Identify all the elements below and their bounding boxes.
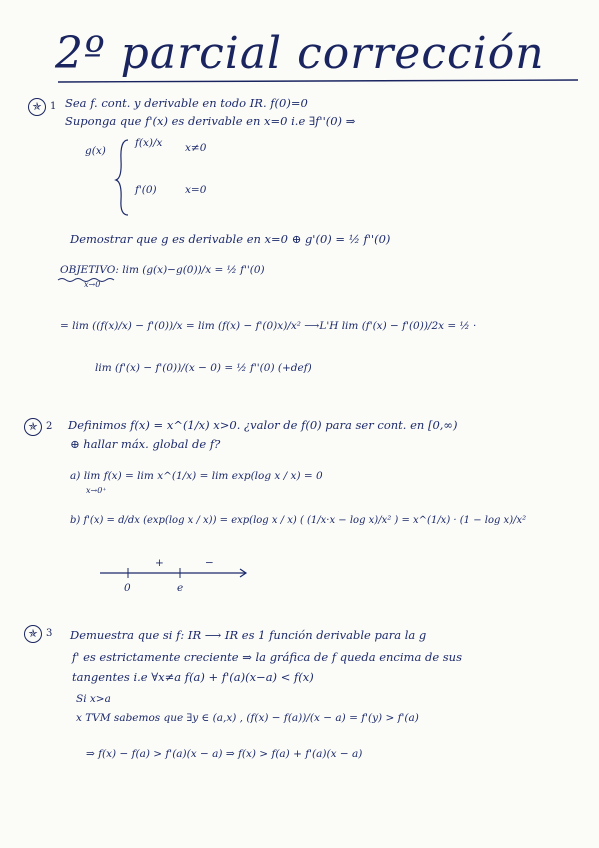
sign-label-e: e (177, 582, 184, 594)
ex2-line2: ⊕ hallar máx. global de f? (70, 437, 221, 451)
ex3-line4: Si x>a (76, 693, 111, 705)
ex3-line5: x TVM sabemos que ∃y ∈ (a,x) , (f(x) − f(a))/(x − a) = f'(y) > f'(a) (76, 712, 419, 724)
ex1-line1: Sea f. cont. y derivable en todo IR. f(0)=0 (65, 96, 308, 110)
exercise-2-number: 2 (46, 421, 53, 432)
exercise-1-star-icon: ✯ (28, 98, 46, 116)
ex1-step2: lim (f'(x) − f'(0))/(x − 0) = ½ f''(0) (+def) (95, 362, 312, 374)
ex1-case1-cond: x≠0 (185, 142, 207, 154)
ex1-objective: OBJETIVO: lim (g(x)−g(0))/x = ½ f''(0) (60, 264, 265, 276)
ex1-step1: = lim ((f(x)/x) − f'(0))/x = lim (f(x) − f'(0)x)/x² ⟶L'H lim (f'(x) − f'(0))/2x = ½ · (60, 320, 477, 332)
ex1-g-label: g(x) (85, 145, 106, 157)
ex2-part-a: a) lim f(x) = lim x^(1/x) = lim exp(log x / x) = 0 (70, 470, 323, 482)
ex2-part-b: b) f'(x) = d/dx (exp(log x / x)) = exp(log x / x) ( (1/x·x − log x)/x² ) = x^(1/x) · (1 − log x)/x² (70, 515, 527, 526)
exercise-3-number: 3 (46, 628, 53, 639)
ex2-line1: Definimos f(x) = x^(1/x) x>0. ¿valor de f(0) para ser cont. en [0,∞) (68, 418, 458, 432)
ex1-case2-cond: x=0 (185, 184, 207, 196)
sign-plus: + (155, 557, 164, 569)
ex1-case1-expr: f(x)/x (135, 137, 163, 149)
piecewise-brace (116, 140, 128, 215)
sign-minus: − (205, 557, 214, 569)
ex3-line6: ⇒ f(x) − f(a) > f'(a)(x − a) ⇒ f(x) > f(a) + f'(a)(x − a) (86, 748, 363, 760)
ex3-line1: Demuestra que si f: IR ⟶ IR es 1 función derivable para la g (70, 628, 427, 642)
ex3-line3: tangentes i.e ∀x≠a f(a) + f'(a)(x−a) < f(x) (72, 670, 314, 684)
ex1-demo: Demostrar que g es derivable en x=0 ⊕ g'(0) = ½ f''(0) (70, 232, 391, 246)
exercise-2-star-icon: ✯ (24, 418, 42, 436)
title-underline (58, 80, 578, 82)
page-title: 2º parcial corrección (55, 28, 545, 79)
ex1-objective-sub: x→0 (84, 280, 101, 289)
ex1-line2: Suponga que f'(x) es derivable en x=0 i.e ∃f''(0) ⇒ (65, 114, 356, 128)
ex1-case2-expr: f'(0) (135, 184, 157, 196)
exercise-3-star-icon: ✯ (24, 625, 42, 643)
ex3-line2: f' es estrictamente creciente ⇒ la gráfica de f queda encima de sus (72, 650, 462, 664)
exercise-1-number: 1 (50, 101, 57, 112)
sign-label-0: 0 (124, 582, 131, 594)
ex2-part-a-sub: x→0⁺ (86, 486, 107, 495)
